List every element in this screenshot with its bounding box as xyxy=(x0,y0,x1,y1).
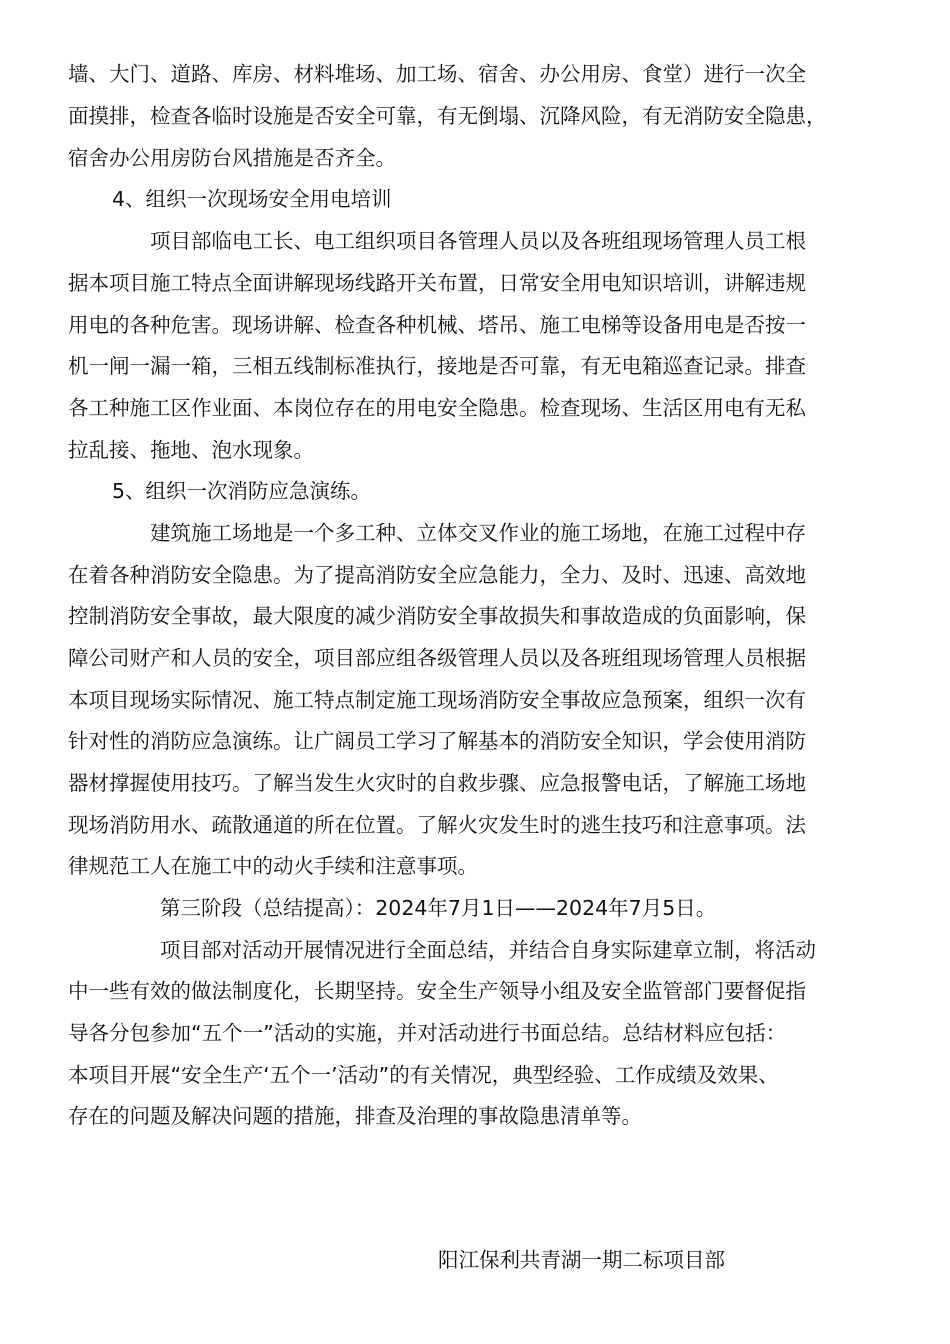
body-line-12: 建筑施工场地是一个多工种、立体交叉作业的施工场地，在施工过程中存 xyxy=(150,521,806,545)
section-heading-5: 5、组织一次消防应急演练。 xyxy=(112,479,372,503)
body-line-23: 中一些有效的做法制度化，长期坚持。安全生产领导小组及安全监管部门要督促指 xyxy=(68,979,806,1003)
body-line-25: 本项目开展“安全生产‘五个一’活动”的有关情况，典型经验、工作成绩及效果、 xyxy=(68,1063,779,1087)
body-line-6: 据本项目施工特点全面讲解现场线路开关布置，日常安全用电知识培训，讲解违规 xyxy=(68,271,806,295)
body-line-10: 拉乱接、拖地、泡水现象。 xyxy=(68,438,314,462)
signature-organization: 阳江保利共青湖一期二标项目部 xyxy=(438,1248,725,1272)
body-line-17: 针对性的消防应急演练。让广阔员工学习了解基本的消防安全知识，学会使用消防 xyxy=(68,729,806,753)
body-line-1: 墙、大门、道路、库房、材料堆场、加工场、宿舍、办公用房、食堂）进行一次全 xyxy=(68,62,806,86)
body-line-16: 本项目现场实际情况、施工特点制定施工现场消防安全事故应急预案，组织一次有 xyxy=(68,688,806,712)
body-line-2: 面摸排，检查各临时设施是否安全可靠，有无倒塌、沉降风险，有无消防安全隐患， xyxy=(68,104,827,128)
body-line-14: 控制消防安全事故，最大限度的减少消防安全事故损失和事故造成的负面影响，保 xyxy=(68,604,806,628)
body-line-7: 用电的各种危害。现场讲解、检查各种机械、塔吊、施工电梯等设备用电是否按一 xyxy=(68,313,806,337)
body-line-5: 项目部临电工长、电工组织项目各管理人员以及各班组现场管理人员工根 xyxy=(150,229,806,253)
section-heading-4: 4、组织一次现场安全用电培训 xyxy=(112,187,392,211)
body-line-13: 在着各种消防安全隐患。为了提高消防安全应急能力，全力、及时、迅速、高效地 xyxy=(68,563,806,587)
body-line-26: 存在的问题及解决问题的措施，排查及治理的事故隐患清单等。 xyxy=(68,1104,642,1128)
body-line-24: 导各分包参加“五个一”活动的实施，并对活动进行书面总结。总结材料应包括： xyxy=(68,1021,787,1045)
phase-three-heading: 第三阶段（总结提高）：2024年7月1日——2024年7月5日。 xyxy=(160,896,717,920)
body-line-9: 各工种施工区作业面、本岗位存在的用电安全隐患。检查现场、生活区用电有无私 xyxy=(68,396,806,420)
body-line-3: 宿舍办公用房防台风措施是否齐全。 xyxy=(68,146,396,170)
body-line-22: 项目部对活动开展情况进行全面总结，并结合自身实际建章立制，将活动 xyxy=(160,938,816,962)
body-line-20: 律规范工人在施工中的动火手续和注意事项。 xyxy=(68,854,478,878)
body-line-19: 现场消防用水、疏散通道的所在位置。了解火灾发生时的逃生技巧和注意事项。法 xyxy=(68,813,806,837)
body-line-15: 障公司财产和人员的安全，项目部应组各级管理人员以及各班组现场管理人员根据 xyxy=(68,646,806,670)
body-line-8: 机一闸一漏一箱，三相五线制标准执行，接地是否可靠，有无电箱巡查记录。排查 xyxy=(68,354,806,378)
body-line-18: 器材撑握使用技巧。了解当发生火灾时的自救步骤、应急报警电话，了解施工场地 xyxy=(68,771,806,795)
